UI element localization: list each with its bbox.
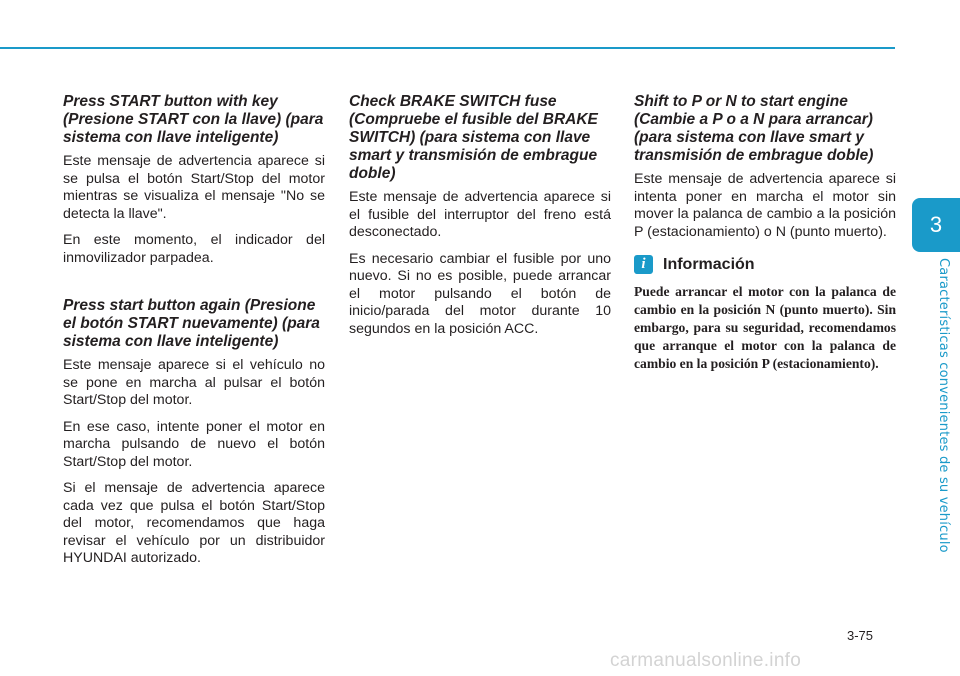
- column-3: [634, 93, 896, 373]
- chapter-number: 3: [929, 212, 943, 237]
- section-heading-press-start-key: Press START button with key (Presione START con la llave) (para sistema con llave inteligente): [63, 93, 324, 146]
- column-2: [349, 93, 611, 347]
- paragraph: Si el mensaje de advertencia aparece cada vez que pulsa el botón Start/Stop del motor, recomendamos que haga revisar el vehículo por un distribuidor HYUNDAI autorizado.: [63, 480, 325, 566]
- section-heading-press-start-again: Press start button again (Presione el botón START nuevamente) (para sistema con llave inteligente): [63, 297, 320, 350]
- info-body: Puede arrancar el motor con la palanca de cambio en la posición N (punto muerto). Sin embargo, para su seguridad, recomendamos que arranque el motor con la palanca de cambio en la posición P (estacionamiento).: [634, 284, 896, 371]
- watermark: carmanualsonline.info: [610, 650, 802, 671]
- chapter-title: Características convenientes de su vehículo: [936, 258, 951, 553]
- paragraph: Es necesario cambiar el fusible por uno nuevo. Si no es posible, puede arrancar el motor pulsando el botón de inicio/parada del motor durante 10 segundos en la posición ACC.: [349, 250, 611, 337]
- chapter-number-tab: [912, 198, 960, 252]
- paragraph: Este mensaje de advertencia aparece si intenta poner en marcha el motor sin mover la palanca de cambio a la posición P (estacionamiento) o N (punto muerto).: [634, 171, 896, 240]
- info-icon: i: [634, 255, 653, 274]
- column-1: [63, 93, 325, 577]
- top-rule: [0, 47, 895, 49]
- paragraph: Este mensaje de advertencia aparece si se pulsa el botón Start/Stop del motor mientras se visualiza el mensaje "No se detecta la llave".: [63, 153, 325, 222]
- page-number: 3-75: [847, 628, 874, 643]
- section-heading-shift-to-p-or-n: Shift to P or N to start engine (Cambie a P o a N para arrancar) (para sistema con llave smart y transmisión de embrague doble): [634, 93, 874, 164]
- paragraph: En ese caso, intente poner el motor en marcha pulsando de nuevo el botón Start/Stop del motor.: [63, 418, 325, 470]
- info-title: Información: [663, 255, 755, 273]
- section-heading-brake-switch-fuse: Check BRAKE SWITCH fuse (Compruebe el fusible del BRAKE SWITCH) (para sistema con llave smart y transmisión de embrague doble): [349, 93, 598, 182]
- paragraph: Este mensaje aparece si el vehículo no se pone en marcha al pulsar el botón Start/Stop del motor.: [63, 357, 325, 408]
- info-box-header: [634, 255, 896, 274]
- paragraph: En este momento, el indicador del inmovilizador parpadea.: [63, 232, 325, 266]
- paragraph: Este mensaje de advertencia aparece si el fusible del interruptor del freno está desconectado.: [349, 189, 611, 240]
